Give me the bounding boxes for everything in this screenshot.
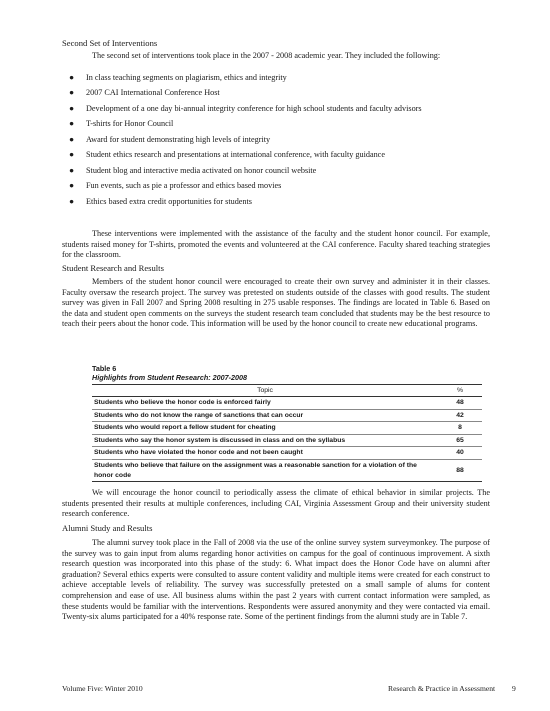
list-item: ● 2007 CAI International Conference Host: [69, 88, 220, 98]
bullet-icon: ●: [69, 150, 75, 160]
bullet-icon: ●: [69, 196, 75, 206]
footer-page-number: 9: [512, 684, 516, 693]
list-item: ● In class teaching segments on plagiarism, ethics and integrity: [69, 73, 287, 82]
interventions-list: [62, 73, 490, 212]
table-row: Students who believe that failure on the assignment was a reasonable sanction for a violation of the honor code 88: [92, 459, 482, 481]
student-research-paragraph: Members of the student honor council were encouraged to create their own survey and administer it in their classes. Faculty oversaw the research project. The survey was pretested on students outside of the classes with good results. The student survey was given in Fall 2007 and Spring 2008 resulting in 275 usable responses. The findings are located in Table 6. Based on the data and student open comments on the surveys the student research team concluded that students may be the best resource to teach their peers about the honor code. This information will be used by the honor council to create new educational programs.: [62, 277, 490, 329]
list-item: ● Ethics based extra credit opportunities for students: [69, 196, 252, 206]
table-header-row: [92, 385, 482, 397]
section-heading-alumni: Alumni Study and Results: [62, 523, 153, 533]
section-heading-student-research: Student Research and Results: [62, 263, 164, 273]
footer-volume: Volume Five: Winter 2010: [62, 684, 143, 693]
table-6: [92, 364, 482, 482]
table-row: Students who would report a fellow student for cheating 8: [92, 422, 482, 435]
alumni-paragraph: The alumni survey took place in the Fall of 2008 via the use of the online survey system surveymonkey. The purpose of the survey was to gain input from alums regarding honor activities on campus for the goal of continuous improvement. A sixth research question was incorporated into this phase of the study: 6. What impact does the Honor Code have on alumni after graduation? Several ethics experts were consulted to assure content validity and multiple items were created for each construct to achieve acceptable levels of reliability. The survey was successfully pretested on a small sample of alums for content comprehension and ease of use. All business alums within the past 2 years with current contact information were sampled, as these students would be familiar with the interventions. Respondents were assured anonymity and they were contacted via email. Twenty-six alums participated for a 40% response rate. Some of the pertinent findings from the alumni study are in Table 7.: [62, 538, 490, 622]
list-item: ● Development of a one day bi-annual integrity conference for high school students and faculty advisors: [69, 103, 422, 113]
table-row: Students who have violated the honor code and not been caught 40: [92, 447, 482, 460]
list-item: ● Student ethics research and presentations at international conference, with faculty guidance: [69, 150, 385, 160]
intro-paragraph: The second set of interventions took place in the 2007 - 2008 academic year. They included the following:: [92, 51, 441, 60]
list-item: ● Fun events, such as pie a professor and ethics based movies: [69, 181, 282, 191]
section-heading-interventions: Second Set of Interventions: [62, 38, 158, 48]
table-caption: Highlights from Student Research: 2007-2008: [92, 373, 247, 382]
bullet-icon: ●: [69, 88, 75, 98]
table-row: Students who do not know the range of sanctions that can occur 42: [92, 409, 482, 422]
bullet-icon: ●: [69, 134, 75, 144]
after-table-paragraph: We will encourage the honor council to periodically assess the climate of ethical behavior in similar projects. The students presented their results at multiple conferences, including CAI, Virginia Assessment Group and their university student research conference.: [62, 488, 490, 519]
column-header-percent: %: [438, 385, 482, 397]
list-item: ● Student blog and interactive media activated on honor council website: [69, 165, 317, 175]
bullet-icon: ●: [69, 73, 75, 82]
bullet-icon: ●: [69, 165, 75, 175]
table-row: Students who say the honor system is discussed in class and on the syllabus 65: [92, 434, 482, 447]
bullet-icon: ●: [69, 181, 75, 191]
table-label: Table 6: [92, 364, 117, 373]
bullet-icon: ●: [69, 119, 75, 129]
footer-journal-title: Research & Practice in Assessment: [388, 684, 496, 693]
results-table: [92, 384, 482, 482]
table-row: Students who believe the honor code is enforced fairly 48: [92, 397, 482, 410]
closing-paragraph: These interventions were implemented with the assistance of the faculty and the student honor council. For example, students raised money for T-shirts, promoted the events and volunteered at the CAI conference. Faculty shared teaching strategies for the classroom.: [62, 229, 490, 260]
column-header-topic: Topic: [92, 385, 438, 397]
list-item: ● Award for student demonstrating high levels of integrity: [69, 134, 271, 144]
list-item: ● T-shirts for Honor Council: [69, 119, 174, 129]
bullet-icon: ●: [69, 103, 75, 113]
